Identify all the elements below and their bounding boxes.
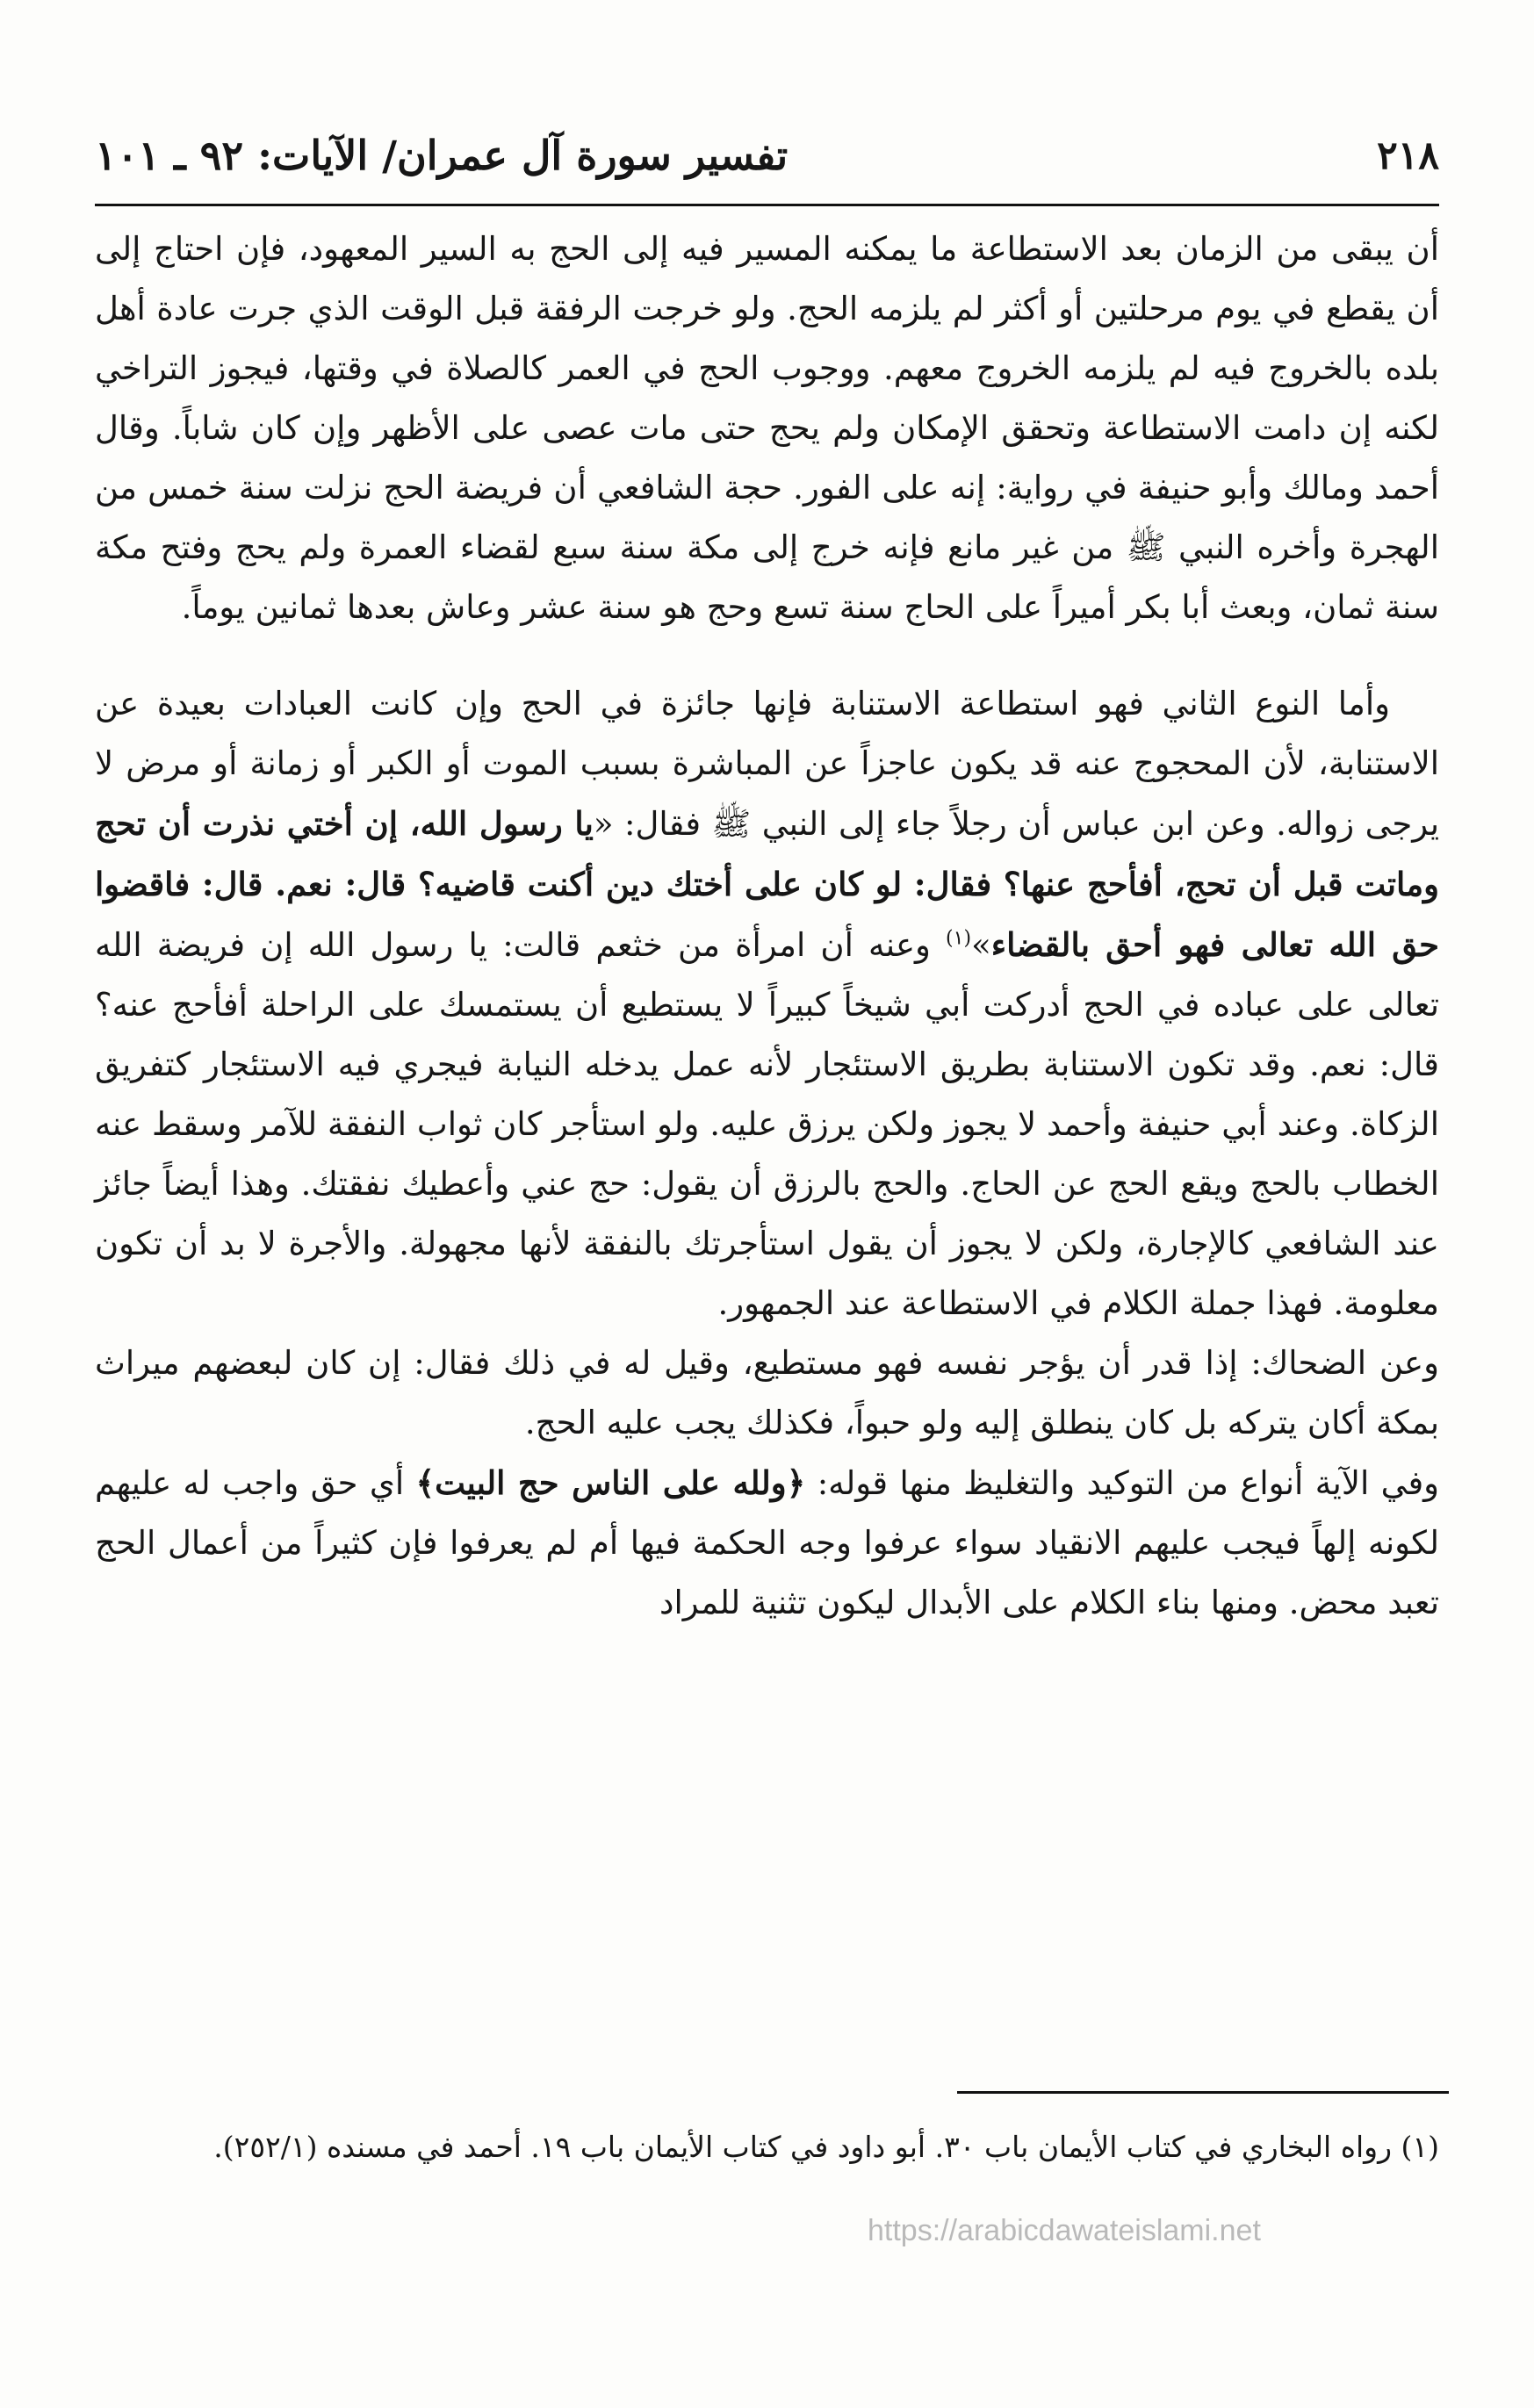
page-header <box>95 123 1439 202</box>
hadith-quote: يا رسول الله، إن أختي نذرت أن تحج وماتت قبل أن تحج، أفأحج عنها؟ فقال: لو كان على أختك دين أكنت قاضيه؟ قال: نعم. قال: فاقضوا حق الله تعالى فهو أحق بالقضاء <box>95 804 1439 964</box>
footnote-reference[interactable]: (١) <box>946 927 972 950</box>
paragraph-4-rest: أي حق واجب له عليهم لكونه إلهاً فيجب عليهم الانقياد سواء عرفوا وجه الحكمة فيها أم لم يعرفوا فإن كثيراً من أعمال الحج تعبد محض. ومنها بناء الكلام على الأبدال ليكون تثنية للمراد <box>95 1464 1439 1621</box>
footnote: (١) رواه البخاري في كتاب الأيمان باب ٣٠. أبو داود في كتاب الأيمان باب ١٩. أحمد في مسنده (٢٥٢/١). <box>213 2130 1439 2164</box>
paragraph-3: وعن الضحاك: إذا قدر أن يؤجر نفسه فهو مستطيع، وقيل له في ذلك فقال: إن كان لبعضهم ميراث بمكة أكان يتركه بل كان ينطلق إليه ولو حبواً، فكذلك يجب عليه الحج. <box>95 1344 1439 1441</box>
running-title: تفسير سورة آل عمران/ الآيات: ٩٢ ـ ١٠١ <box>95 132 789 179</box>
header-divider <box>95 204 1439 206</box>
page-number: ٢١٨ <box>1377 133 1439 178</box>
quote-close: » <box>971 926 991 964</box>
paragraph-4 <box>95 1453 1439 1633</box>
paragraph-gap <box>95 637 1439 674</box>
quran-verse: ﴿ولله على الناس حج البيت﴾ <box>415 1463 806 1502</box>
paragraph-2-intro: وأما النوع الثاني فهو استطاعة الاستنابة فإنها جائزة في الحج وإن كانت العبادات بعيدة عن الاستنابة، لأن المحجوج عنه قد يكون عاجزاً عن المباشرة بسبب الموت أو الكبر أو زمانة أو مرض لا يرجى زواله. وعن ابن عباس أن رجلاً جاء إلى النبي ﷺ فقال: « <box>95 685 1439 843</box>
paragraph-1: أن يبقى من الزمان بعد الاستطاعة ما يمكنه المسير فيه إلى الحج به السير المعهود، فإن احتاج إلى أن يقطع في يوم مرحلتين أو أكثر لم يلزمه الحج. ولو خرجت الرفقة قبل الوقت الذي جرت عادة أهل بلده بالخروج فيه لم يلزمه الخروج معهم. ووجوب الحج في العمر كالصلاة في وقتها، فيجوز التراخي لكنه إن دامت الاستطاعة وتحقق الإمكان ولم يحج حتى مات عصى على الأظهر وإن كان شاباً. وقال أحمد ومالك وأبو حنيفة في رواية: إنه على الفور. حجة الشافعي أن فريضة الحج نزلت سنة خمس من الهجرة وأخره النبي ﷺ من غير مانع فإنه خرج إلى مكة سنة سبع لقضاء العمرة ولم يحج وفتح مكة سنة ثمان، وبعث أبا بكر أميراً على الحاج سنة تسع وحج هو سنة عشر وعاش بعدها ثمانين يوماً. <box>95 230 1439 626</box>
main-text <box>95 219 1439 1633</box>
paragraph-2 <box>95 674 1439 1333</box>
watermark-url: https://arabicdawateislami.net <box>868 2214 1261 2247</box>
footnote-divider <box>957 2091 1449 2094</box>
paragraph-2-rest: وعنه أن امرأة من خثعم قالت: يا رسول الله إن فريضة الله تعالى على عباده في الحج أدركت أبي شيخاً كبيراً لا يستطيع أن يستمسك على الراحلة أفأحج عنه؟ قال: نعم. وقد تكون الاستنابة بطريق الاستئجار لأنه عمل يدخله النيابة فيجري فيه الاستئجار كتفريق الزكاة. وعند أبي حنيفة وأحمد لا يجوز ولكن يرزق عليه. ولو استأجر كان ثواب النفقة للآمر وسقط عنه الخطاب بالحج ويقع الحج عن الحاج. والحج بالرزق أن يقول: حج عني وأعطيك نفقتك. وهذا أيضاً جائز عند الشافعي كالإجارة، ولكن لا يجوز أن يقول استأجرتك بالنفقة لأنها مجهولة. والأجرة لا بد أن تكون معلومة. فهذا جملة الكلام في الاستطاعة عند الجمهور. <box>95 926 1439 1322</box>
paragraph-4-intro: وفي الآية أنواع من التوكيد والتغليظ منها قوله: <box>805 1464 1439 1502</box>
